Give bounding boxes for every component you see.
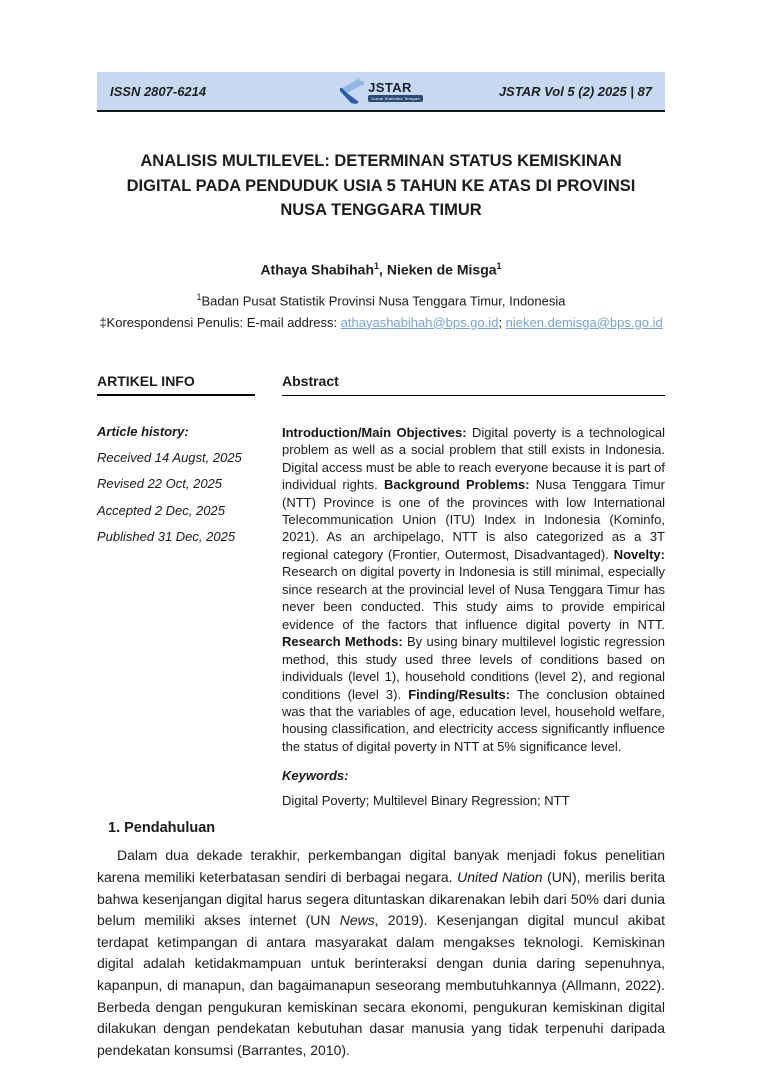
jstar-arrow-icon [339,77,365,105]
abstract-text-methods: By using binary multilevel logistic regression method, this study used three levels of conditions based on individuals (level 1), household conditions (level 2), and regional conditions (level 3). [282,634,665,702]
info-abstract-section [97,373,665,810]
issue-info-text: JSTAR Vol 5 (2) 2025 | 87 [498,83,653,99]
page-content [97,72,665,1061]
abstract-text-background: Nusa Tenggara Timur (NTT) Province is one of the provinces with low International Telecommunication Union (ITU) Index in Indonesia (Kominfo, 2021). As an archipelago, NTT is also categorized as a 3T regional category (Frontier, Outermost, Disadvantaged). [282,477,665,562]
abstract-text-objectives: Digital poverty is a technological problem as well as a social problem that still exists in Indonesia. Digital access must be able to reach everyone because it is part of individual rights. [282,424,665,493]
authors-separator: , [379,261,387,278]
logo-tagline: Jurnal Statistika Terapan [368,95,423,102]
email-link-2[interactable]: nieken.demisga@bps.go.id [505,314,663,330]
logo-text-column [368,81,423,102]
intro-paragraph [97,845,665,1061]
info-body-row [97,424,665,810]
abstract-text-findings: The conclusion obtained was that the variables of age, education level, household welfare, housing classification, and electricity access significantly influence the status of digital poverty in NTT at 5% significance level. [282,686,665,754]
affiliation-mark: 1 [196,292,202,303]
abstract-label-novelty: Novelty: [613,546,665,562]
paper-title [97,149,665,223]
abstract-label-findings: Finding/Results: [408,686,511,702]
journal-logo [339,77,423,105]
intro-paragraph-part-1: Dalam dua dekade terakhir, perkembangan digital banyak menjadi fokus penelitian karena memiliki keterbatasan sendiri di berbagai negara. [97,847,665,885]
intro-paragraph-part-2-italic: United Nation [457,868,543,885]
abstract-block [282,424,665,810]
abstract-paragraph [282,424,665,756]
keywords-text: Digital Poverty; Multilevel Binary Regression; NTT [282,793,570,809]
email-separator: ; [498,314,506,330]
author-name-2: Nieken de Misga [386,261,497,278]
affiliation-line [97,289,665,309]
correspondence-prefix: ‡Korespondensi Penulis: E-mail address: [99,314,341,330]
correspondence-line [97,315,665,331]
abstract-label-objectives: Introduction/Main Objectives: [282,424,467,440]
abstract-text-novelty: Research on digital poverty in Indonesia is still minimal, especially since research at the provincial level of Nusa Tenggara Timur has never been conducted. This study aims to provide empirical evidence of the factors that influence digital poverty in NTT. [282,564,665,632]
section-heading-pendahuluan: 1. Pendahuluan [108,820,216,837]
history-item-accepted: Accepted 2 Dec, 2025 [97,502,225,518]
email-link-1[interactable]: athayashabihah@bps.go.id [340,314,499,330]
article-history-heading: Article history: [97,423,189,439]
article-history-block [97,424,255,810]
author-1-affiliation-mark: 1 [374,260,380,271]
authors-line [97,258,665,278]
author-name-1: Athaya Shabihah [260,261,375,278]
keywords-heading: Keywords: [282,768,349,784]
info-headings-row [97,373,665,396]
logo-wordmark: JSTAR [368,79,412,95]
paper-title-line-2: DIGITAL PADA PENDUDUK USIA 5 TAHUN KE ATAS DI PROVINSI [126,176,636,195]
paper-title-line-1: ANALISIS MULTILEVEL: DETERMINAN STATUS KEMISKINAN [140,152,622,170]
history-item-published: Published 31 Dec, 2025 [97,529,236,545]
intro-paragraph-part-3: (UN), merilis berita bahwa kesenjangan digital harus segera dituntaskan dikarenakan lebih dari 50% dari dunia belum memiliki akses internet (UN [97,868,666,929]
affiliation-text: Badan Pusat Statistik Provinsi Nusa Tenggara Timur, Indonesia [201,293,566,309]
author-2-affiliation-mark: 1 [496,260,502,271]
intro-paragraph-part-4-italic: News [339,912,375,929]
abstract-heading: Abstract [282,373,665,396]
introduction-section [97,819,665,1061]
history-item-revised: Revised 22 Oct, 2025 [97,476,223,492]
journal-header-band [97,72,665,112]
issn-text: ISSN 2807-6214 [110,83,207,99]
artikel-info-heading: ARTIKEL INFO [97,373,255,396]
abstract-label-methods: Research Methods: [282,634,403,650]
paper-title-line-3: NUSA TENGGARA TIMUR [280,201,482,220]
intro-paragraph-part-5: , 2019). Kesenjangan digital muncul akibat terdapat ketimpangan di antara masyarakat dalam mengakses teknologi. Kemiskinan digital adalah ketidakmampuan untuk berinteraksi dengan dunia daring sepenuhnya, kapanpun, di manapun, dan bagaimanapun seseorang membutuhkannya (Allmann, 2022). Berbeda dengan pengukuran kemiskinan secara ekonomi, pengukuran kemiskinan digital dilakukan dengan pendekatan kebutuhan dasar manusia yang tidak terpenuhi daripada pendekatan konsumsi (Barrantes, 2010). [97,912,665,1058]
history-item-received: Received 14 Augst, 2025 [97,449,242,465]
abstract-label-background: Background Problems: [383,477,530,493]
